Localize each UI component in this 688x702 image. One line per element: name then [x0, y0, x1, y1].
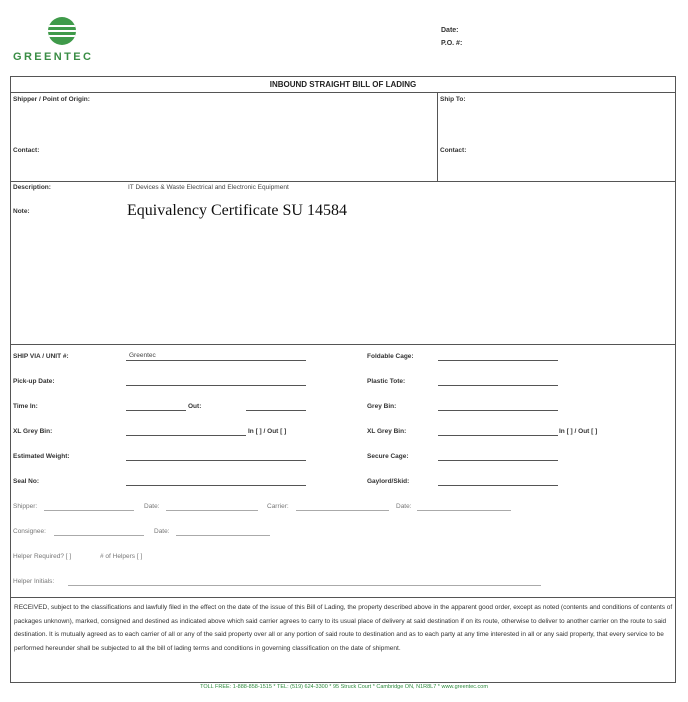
estimated-weight-line	[126, 460, 306, 461]
divider	[11, 344, 675, 345]
ship-via-value: Greentec	[129, 352, 156, 359]
carrier-label: Carrier:	[267, 503, 289, 510]
foldable-cage-line	[438, 360, 558, 361]
xl-grey-bin-in-out: In [ ] / Out [ ]	[248, 428, 287, 435]
terms-text: RECEIVED, subject to the classifications and lawfully filed in the effect on the date of the issue of this Bill of Lading, the property described above in the apparent good order, except as noted (contents and conditions of contents of packages unknown), marked, consigned and destined as indicated above which said carrier agrees to carry to its usual place of delivery at said destination if on its route, otherwise to deliver to another carrier on the route to said destination. It is mutually agreed as to each carrier of all or any of the said property over all or any portion of said route to destination and as to each party at any time interested in all or any said property, that every service to be performed hereunder shall be subjected to all the bill of lading terms and conditions in governing classification on the date of shipment.	[14, 604, 673, 652]
divider	[11, 181, 675, 182]
consignee-line	[54, 535, 144, 536]
estimated-weight-label: Estimated Weight:	[13, 453, 70, 460]
time-in-line	[126, 410, 186, 411]
po-label: P.O. #:	[441, 40, 463, 47]
shipper-origin-label: Shipper / Point of Origin:	[13, 96, 90, 103]
num-helpers-label: # of Helpers [ ]	[100, 553, 143, 560]
out-label: Out:	[188, 403, 202, 410]
time-out-line	[246, 410, 306, 411]
bill-of-lading-form	[10, 76, 676, 683]
logo-text: GREENTEC	[13, 51, 94, 63]
plastic-tote-line	[438, 385, 558, 386]
divider	[437, 92, 438, 181]
helper-initials-line	[68, 585, 541, 586]
shipper-date-line	[166, 510, 258, 511]
consignee-date-label: Date:	[154, 528, 170, 535]
note-label: Note:	[13, 208, 30, 215]
shipper-signature-line	[44, 510, 134, 511]
helper-initials-label: Helper Initials:	[13, 578, 55, 585]
carrier-date-label: Date:	[396, 503, 412, 510]
ship-to-label: Ship To:	[440, 96, 466, 103]
consignee-label: Consignee:	[13, 528, 46, 535]
gaylord-skid-label: Gaylord/Skid:	[367, 478, 410, 485]
plastic-tote-label: Plastic Tote:	[367, 378, 406, 385]
carrier-line	[296, 510, 389, 511]
pickup-date-line	[126, 385, 306, 386]
contact-right-label: Contact:	[440, 147, 467, 154]
helper-required-label: Helper Required? [ ]	[13, 553, 72, 560]
secure-cage-line	[438, 460, 558, 461]
date-label: Date:	[441, 27, 459, 34]
xl-grey-bin-label: XL Grey Bin:	[13, 428, 53, 435]
grey-bin-line	[438, 410, 558, 411]
ship-via-line	[126, 360, 306, 361]
foldable-cage-label: Foldable Cage:	[367, 353, 414, 360]
form-title: INBOUND STRAIGHT BILL OF LADING	[269, 80, 417, 89]
shipper-date-label: Date:	[144, 503, 160, 510]
seal-no-line	[126, 485, 306, 486]
shipper-signature-label: Shipper:	[13, 503, 38, 510]
carrier-date-line	[417, 510, 511, 511]
xl-grey-bin-right-line	[438, 435, 558, 436]
xl-grey-bin-line	[126, 435, 246, 436]
pickup-date-label: Pick-up Date:	[13, 378, 55, 385]
description-label: Description:	[13, 184, 51, 191]
xl-grey-bin-right-in-out: In [ ] / Out [ ]	[559, 428, 598, 435]
seal-no-label: Seal No:	[13, 478, 40, 485]
grey-bin-label: Grey Bin:	[367, 403, 397, 410]
contact-left-label: Contact:	[13, 147, 40, 154]
consignee-date-line	[176, 535, 270, 536]
description-value: IT Devices & Waste Electrical and Electronic Equipment	[128, 184, 289, 191]
divider	[11, 92, 675, 93]
xl-grey-bin-right-label: XL Grey Bin:	[367, 428, 407, 435]
footer-contact: TOLL FREE: 1-888-858-1515 * TEL: (519) 624-3300 * 95 Struck Court * Cambridge ON, N1R8L7 * www.greentec.com	[200, 684, 488, 690]
ship-via-label: SHIP VIA / UNIT #:	[13, 353, 69, 360]
gaylord-skid-line	[438, 485, 558, 486]
divider	[11, 597, 675, 598]
note-value: Equivalency Certificate SU 14584	[127, 202, 347, 219]
greentec-logo-icon	[48, 17, 76, 45]
time-in-label: Time In:	[13, 403, 38, 410]
secure-cage-label: Secure Cage:	[367, 453, 409, 460]
